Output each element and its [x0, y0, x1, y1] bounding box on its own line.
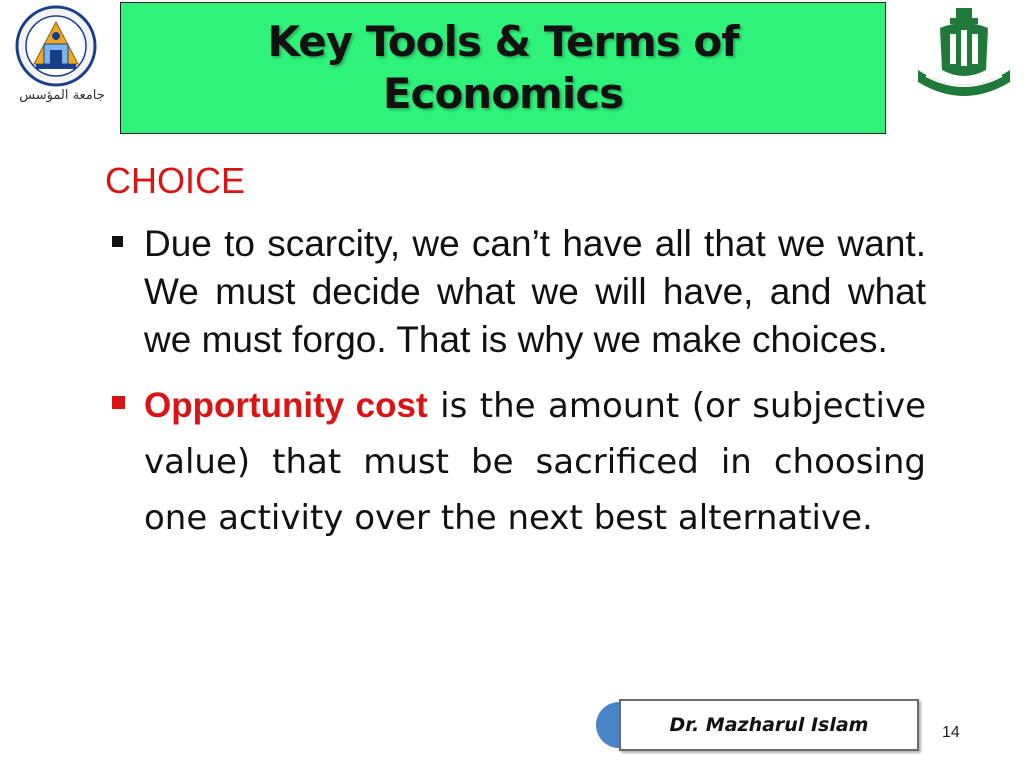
footer-author: Dr. Mazharul Islam [669, 714, 869, 736]
faculty-logo-caption: جامعة المؤسس [19, 88, 105, 103]
university-logo [910, 4, 1018, 110]
square-bullet-icon [112, 236, 123, 247]
bullet-term: Opportunity cost [144, 386, 428, 425]
section-heading: CHOICE [105, 160, 246, 201]
red-square-bullet-icon [112, 396, 125, 409]
slide-title-line-1: Key Tools & Terms of [267, 17, 739, 66]
university-emblem-icon [910, 4, 1018, 110]
bullet-text: Due to scarcity, we can’t have all that we want. We must decide what we will have, and what we must forgo. That is why we make choices. [144, 223, 926, 360]
slide-title-line-2: Economics [382, 69, 624, 118]
slide-title [267, 16, 738, 120]
bullet-item [108, 378, 926, 546]
slide-title-box [120, 2, 886, 134]
faculty-logo [6, 4, 106, 114]
faculty-seal-icon [6, 4, 106, 90]
bullet-text: is the amount (or subjective value) that must be sacrificed in choosing one activity over the next best alternative. [144, 386, 926, 538]
page-number: 14 [942, 724, 960, 741]
bullet-list [108, 220, 926, 546]
bullet-item [108, 220, 926, 364]
footer-author-box [619, 699, 919, 751]
